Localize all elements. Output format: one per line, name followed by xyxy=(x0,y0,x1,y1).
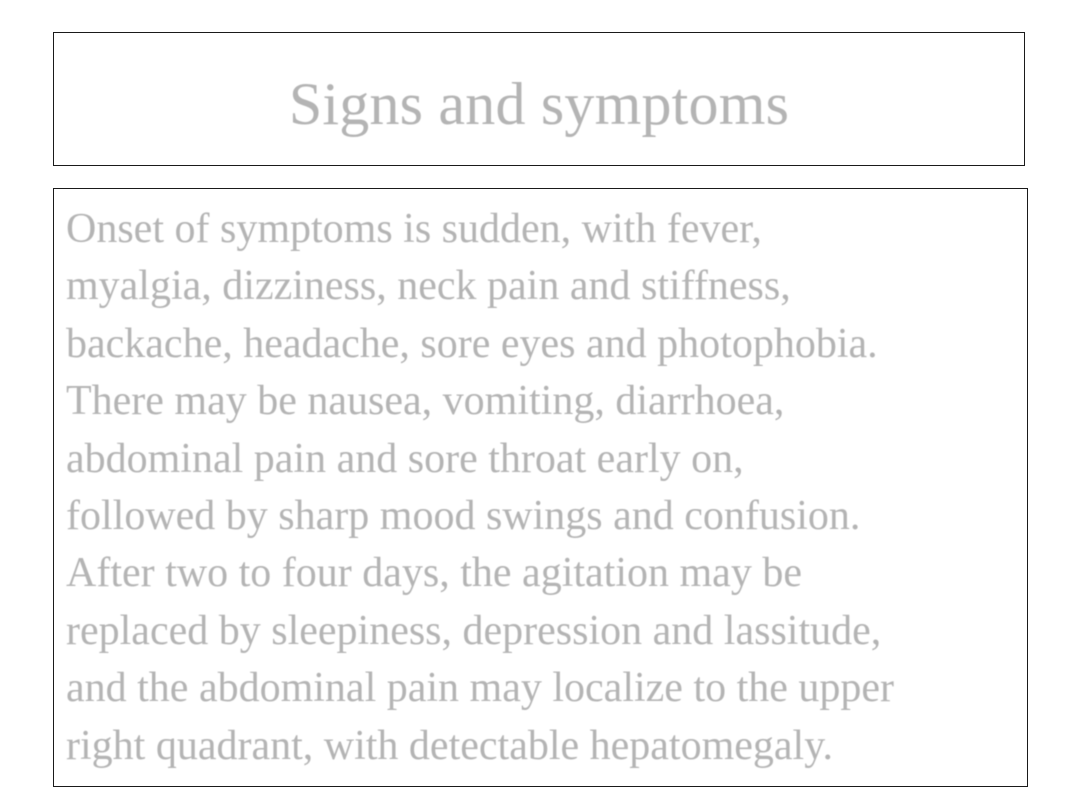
body-line: myalgia, dizziness, neck pain and stiffness, xyxy=(66,263,791,310)
body-line: right quadrant, with detectable hepatomegaly. xyxy=(66,722,833,769)
body-line: and the abdominal pain may localize to the upper xyxy=(66,665,895,712)
body-line: abdominal pain and sore throat early on, xyxy=(66,435,744,482)
body-line: followed by sharp mood swings and confusion. xyxy=(66,493,861,540)
body-line: replaced by sleepiness, depression and lassitude, xyxy=(66,607,882,654)
body-line: There may be nausea, vomiting, diarrhoea, xyxy=(66,378,785,425)
body-text-box xyxy=(53,188,1028,787)
body-line: After two to four days, the agitation may be xyxy=(66,550,802,597)
body-line: Onset of symptoms is sudden, with fever, xyxy=(66,206,762,252)
slide-title: Signs and symptoms xyxy=(288,71,790,137)
title-box xyxy=(53,32,1025,166)
body-line: backache, headache, sore eyes and photophobia. xyxy=(66,320,878,367)
body-paragraph xyxy=(66,201,1027,775)
